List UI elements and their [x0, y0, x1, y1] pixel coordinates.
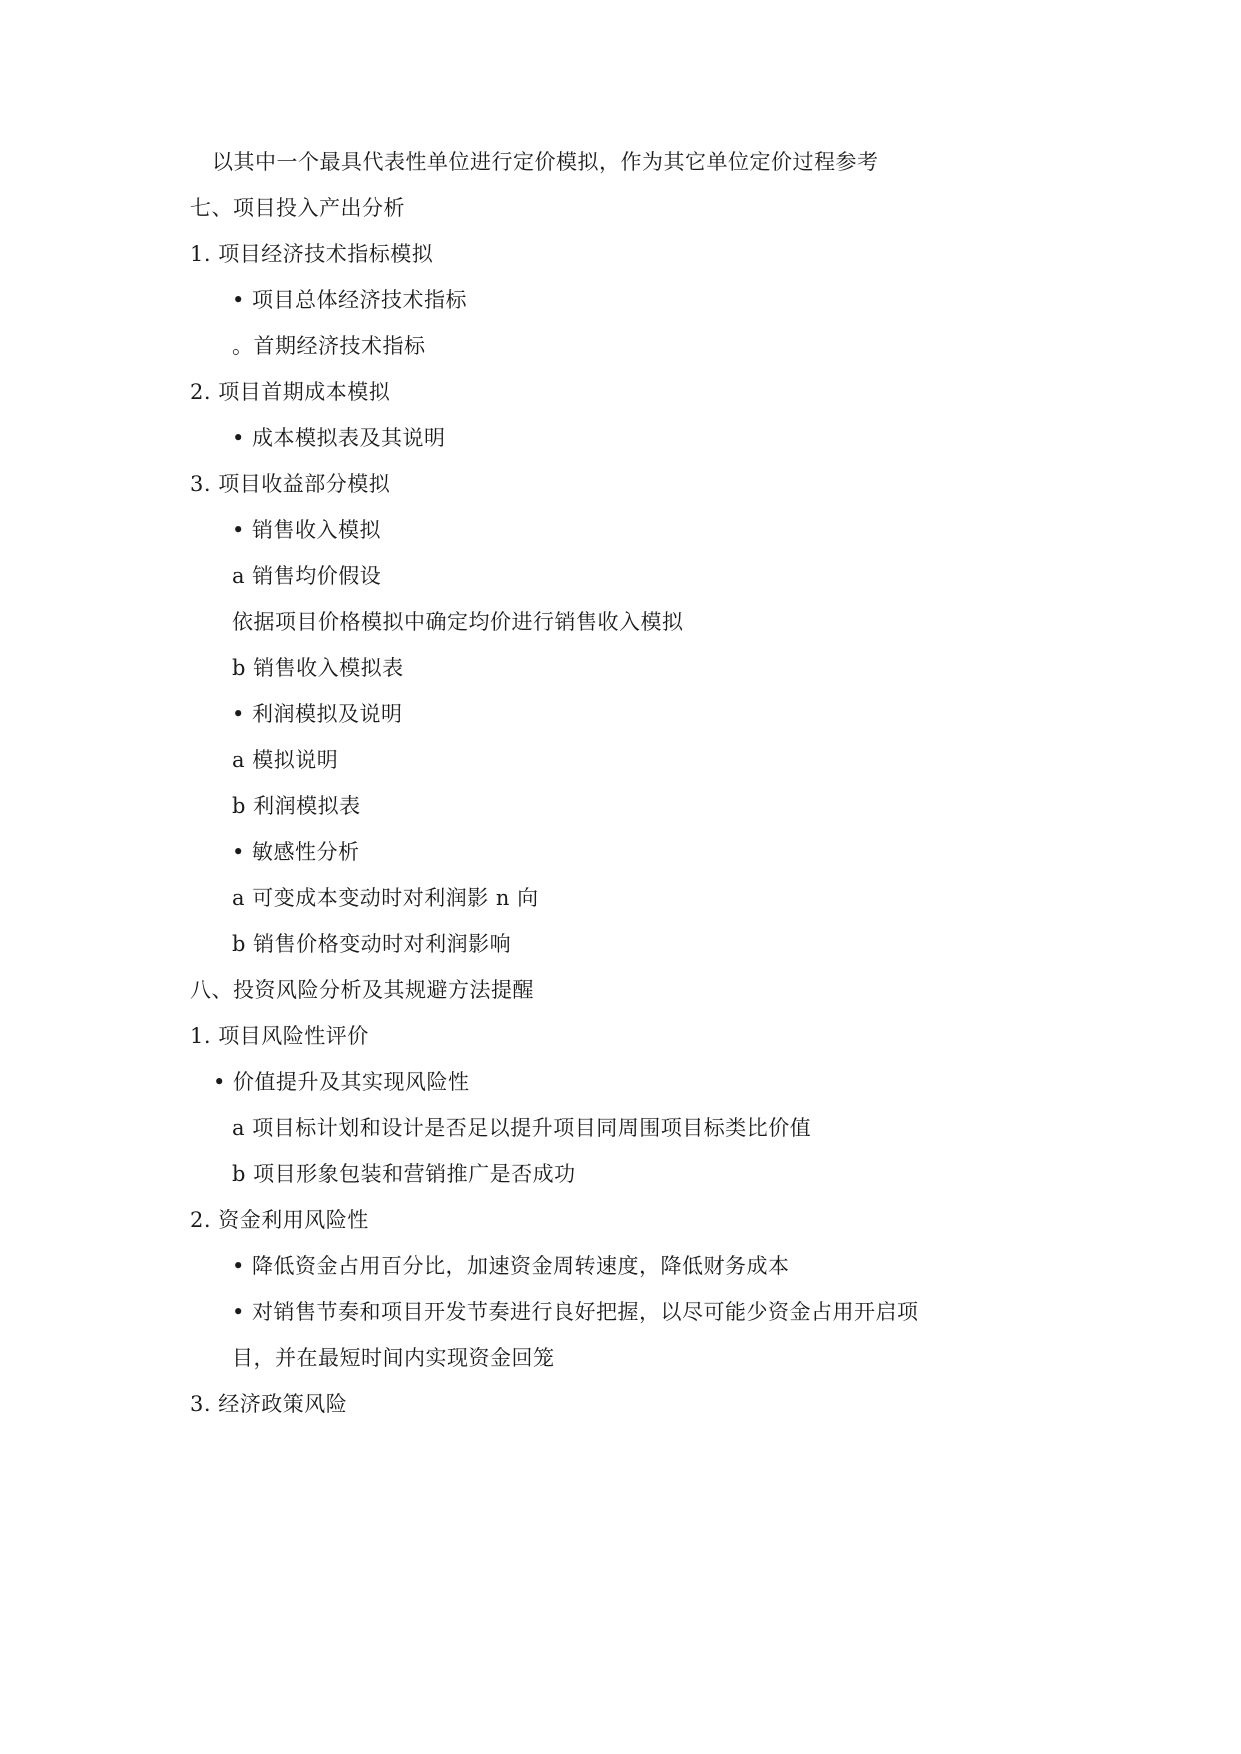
sub-item: b 项目形象包装和营销推广是否成功 [232, 1162, 576, 1186]
bullet-item: • 销售收入模拟 [232, 518, 382, 542]
sub-item: b 销售收入模拟表 [232, 656, 404, 680]
subsection-heading-7-2: 2. 项目首期成本模拟 [190, 380, 391, 404]
bullet-item: • 利润模拟及说明 [232, 702, 403, 726]
section-heading-7: 七、项目投入产出分析 [190, 196, 405, 220]
bullet-item: • 对销售节奏和项目开发节奏进行良好把握，以尽可能少资金占用开启项 [232, 1300, 919, 1324]
sub-item: b 销售价格变动时对利润影响 [232, 932, 512, 956]
subsection-heading-8-2: 2. 资金利用风险性 [190, 1208, 369, 1232]
bullet-item: • 敏感性分析 [232, 840, 360, 864]
sub-item: a 销售均价假设 [232, 564, 382, 588]
bullet-item: • 成本模拟表及其说明 [232, 426, 446, 450]
subsection-heading-7-1: 1. 项目经济技术指标模拟 [190, 242, 434, 266]
text-line-intro: 以其中一个最具代表性单位进行定价模拟，作为其它单位定价过程参考 [212, 150, 879, 174]
bullet-item: • 项目总体经济技术指标 [232, 288, 468, 312]
sub-item: a 可变成本变动时对利润影 n 向 [232, 886, 539, 910]
sub-item: a 项目标计划和设计是否足以提升项目同周围项目标类比价值 [232, 1116, 812, 1140]
subsection-heading-7-3: 3. 项目收益部分模拟 [190, 472, 391, 496]
subsection-heading-8-1: 1. 项目风险性评价 [190, 1024, 369, 1048]
text-line: 依据项目价格模拟中确定均价进行销售收入模拟 [232, 610, 684, 634]
subsection-heading-8-3: 3. 经济政策风险 [190, 1392, 348, 1416]
sub-item: a 模拟说明 [232, 748, 339, 772]
bullet-item: • 价值提升及其实现风险性 [213, 1070, 470, 1094]
text-line-continuation: 目，并在最短时间内实现资金回笼 [232, 1346, 555, 1370]
section-heading-8: 八、投资风险分析及其规避方法提醒 [190, 978, 534, 1002]
bullet-item: • 降低资金占用百分比，加速资金周转速度，降低财务成本 [232, 1254, 790, 1278]
bullet-item: 。首期经济技术指标 [232, 334, 426, 358]
sub-item: b 利润模拟表 [232, 794, 361, 818]
